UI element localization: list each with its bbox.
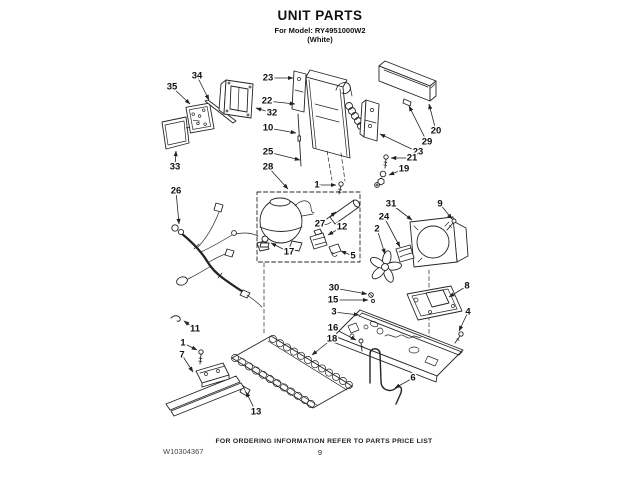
condenser-drawing [292,70,379,194]
condenser-coil-drawing [231,335,352,408]
model-line: For Model: RY4951000W2 [274,26,366,35]
callout-number-35: 35 [166,81,178,93]
callout-number-28: 28 [262,161,274,173]
callout-number-17: 17 [283,246,295,258]
callout-number-10: 10 [262,122,274,134]
callout-number-7: 7 [179,349,185,361]
callout-number-2: 2 [374,223,380,235]
screw-21-drawing [384,155,388,168]
page-title: UNIT PARTS [277,8,363,23]
callout-number-25: 25 [262,146,274,158]
clip-11-drawing [171,316,180,322]
relay-overload-drawing [310,229,327,249]
callout-number-30: 30 [328,282,340,294]
callout-number-9: 9 [437,198,443,210]
callout-number-5: 5 [350,250,356,262]
callout-number-15: 15 [327,294,339,306]
callout-leader-3 [334,312,359,315]
motor-bracket-8-drawing [407,286,462,320]
callout-number-4: 4 [465,306,471,318]
fan-blade-2-drawing [369,250,402,284]
rail-channel-drawing [379,61,436,106]
screw-1-top [339,182,343,186]
callout-number-23: 23 [262,72,274,84]
callout-number-3: 3 [331,306,337,318]
callout-number-22: 22 [261,95,273,107]
document-number: W10304367 [163,447,204,456]
callout-number-27: 27 [314,218,326,230]
callout-number-1: 1 [314,179,320,191]
callout-number-34: 34 [191,70,203,82]
page-number: 9 [317,448,323,457]
finish-line: (White) [307,35,333,44]
screw-4-drawing [455,332,463,343]
callout-number-13: 13 [250,406,262,418]
callout-number-1: 1 [180,337,186,349]
callout-number-23: 23 [412,146,424,158]
fan-motor-24-drawing [396,245,414,262]
callout-number-16: 16 [327,322,339,334]
control-board-drawing [186,103,214,133]
control-housing-drawing [219,80,253,118]
callout-number-6: 6 [410,372,416,384]
callout-number-18: 18 [326,333,338,345]
callout-number-33: 33 [169,161,181,173]
grommet-17-drawing [260,236,269,247]
callout-number-31: 31 [385,198,397,210]
clip-5-drawing [329,244,341,256]
screw-30-15-drawing [369,293,375,303]
callout-number-21: 21 [406,152,418,164]
unit-base-3-drawing [333,310,463,382]
lower-bracket-7-drawing [166,316,244,416]
callout-number-26: 26 [170,185,182,197]
ordering-note: FOR ORDERING INFORMATION REFER TO PARTS PRICE LIST [215,438,433,445]
callout-number-19: 19 [398,163,410,175]
callout-number-11: 11 [189,323,201,335]
callout-number-29: 29 [421,136,433,148]
channel-clip-29 [403,99,411,106]
cover-panel-drawing [162,117,190,149]
callout-number-8: 8 [464,280,470,292]
callout-number-20: 20 [430,125,442,137]
callout-number-24: 24 [378,211,390,223]
valve-19-drawing [375,171,386,187]
callout-number-32: 32 [266,107,278,119]
wire-harness-drawing [172,203,262,307]
screw-1-bottom [199,350,204,364]
callout-number-12: 12 [336,221,348,233]
